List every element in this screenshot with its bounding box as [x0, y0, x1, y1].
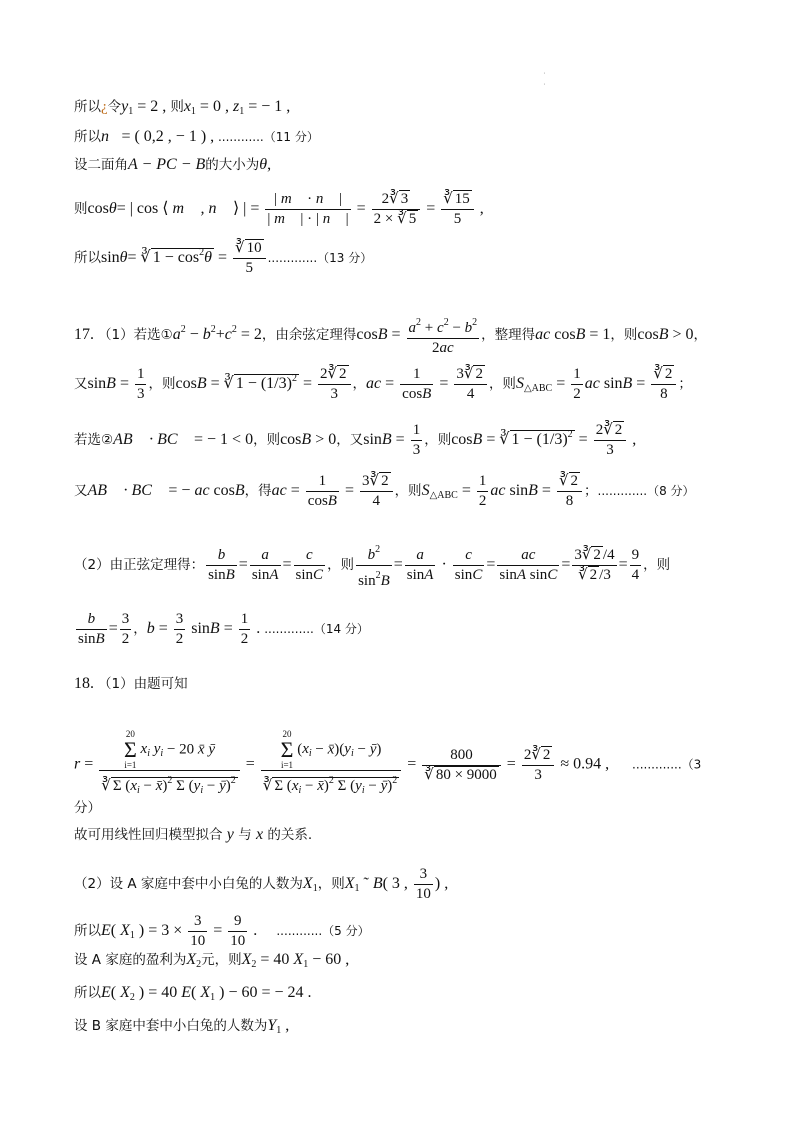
- solution-line-l17: 所以E( $X_1$ ) = 3 × $\frac{3}{10}$ = $\frac{9}{10}$ . ............（5 分）: [74, 913, 370, 949]
- solution-line-l2: 所以n⃗= ( 0,2 , − 1 ) , ............（11 分）: [74, 128, 319, 145]
- solution-line-l20: 设 B 家庭中套中小白兔的人数为$Y_1$ ,: [74, 1017, 290, 1036]
- solution-line-l14: 分）: [74, 800, 101, 816]
- solution-line-l10: （2）由正弦定理得： $\frac{b}{\sin B}$ = $\frac{a}{\sin A}$ = $\frac{c}{\sin C}$ ，则 $\frac{b^2}{\sin^2B}$ = $\frac{a}{\sin A}$ · $\frac{c}{\sin C}$ = $\frac{ac}{\text{sinA sinC}}$ = $\frac{3∛ 2 /4}{∛ 2 /3}$ = $\frac{9}{4}$ ，则: [74, 540, 670, 591]
- solution-line-l13: r = 20 Σ i=1 $x_i$ $y_i - 20$ x̄ ȳ ∛ Σ ($x_i$ − x̄)$^2$ Σ ($y_i$ − ȳ)$^2$ = 20 Σ i=1 ($x_i$ − $x̄)(y_i$ − ȳ) ∛ Σ ($x_i$ − x̄)$^2$ Σ ($y_i$ − ȳ)$^2$ = $\frac{800}{∛ 80 \times 9000}$ = $\frac{2∛ 2}{3}$ ≈ 0.94 , .............（3: [74, 729, 702, 796]
- solution-line-l16: （2）设 A 家庭中套中小白兔的人数为$X_1$，则$X_1$ ˜ B( 3 , $\frac{3}{10}$ ) ,: [74, 866, 449, 902]
- solution-line-l9: 又AB⃗ · BC⃗ = − ac cosB，得ac = $\frac{1}{\cos B}$ = $\frac{3∛ 2}{4}$ ，则$S_{\triangle ABC}$ = $\frac{1}{2}$ ac sinB = $\frac{∛ 2}{8}$ ；.............（8 分）: [74, 473, 695, 509]
- solution-line-l3: 设二面角A − PC − B的大小为θ,: [74, 156, 272, 173]
- solution-line-l4: 则cosθ= | cos ⟨ m⃗ , n⃗ ⟩ | = $\frac{| m⃗ \cdot n⃗ |}{| m⃗ | \cdot | n⃗ |}$ = $\frac{2∛ 3}{2 \times ∛ 5}$ = $\frac{∛ 15}{5}$ ,: [74, 191, 484, 227]
- solution-line-l19: 所以E( $X_2$ ) = 40 E( $X_1$ ) − 60 = − 24 .: [74, 984, 312, 1003]
- solution-line-l6: 17. （1）若选$①a^2 - b^2+c^2 = 2$，由余弦定理得cosB = $\frac{a^2 + c^2 - b^2}{2ac}$ ，整理得ac cosB = 1，则cosB > 0，: [74, 313, 707, 358]
- solution-line-l8: 若选②AB⃗ · BC⃗ = − 1 < 0，则cosB > 0，又sinB = $\frac{1}{3}$ ，则cosB = ∛ $1 - (1/3)^2$ = $\frac{2∛ 2}{3}$ ,: [74, 422, 637, 458]
- solution-line-l18: 设 A 家庭的盈利为$X_2$元，则$X_2 = 40$ $X_1 - 60$ ,: [74, 951, 350, 970]
- solution-line-l7: 又sinB = $\frac{1}{3}$ ，则cosB = ∛ $1 - (1/3)^2$ = $\frac{2∛ 2}{3}$ ，ac = $\frac{1}{\cos B}$ = $\frac{3∛ 2}{4}$ ，则$S_{\triangle ABC}$ = $\frac{1}{2}$ ac sinB = $\frac{∛ 2}{8}$ ；: [74, 366, 692, 402]
- solution-line-l5: 所以sinθ= ∛ $1 - \cos^2\theta$ = $\frac{∛ 10}{5}$ .............（13 分）: [74, 240, 373, 276]
- solution-line-l12: 18. （1）由题可知: [74, 675, 188, 692]
- solution-line-l1: 所以¿令$y_1 = 2$ , 则$x_1 = 0$ , $z_1$ = − 1 ,: [74, 98, 291, 117]
- header-marks: ˙ ˙: [543, 71, 546, 91]
- solution-line-l15: 故可用线性回归模型拟合 y 与 x 的关系.: [74, 826, 313, 843]
- solution-line-l11: $\frac{b}{\sin B}$ = $\frac{3}{2}$ ，b = $\frac{3}{2}$ sinB = $\frac{1}{2}$ . .............（14 分）: [78, 611, 369, 647]
